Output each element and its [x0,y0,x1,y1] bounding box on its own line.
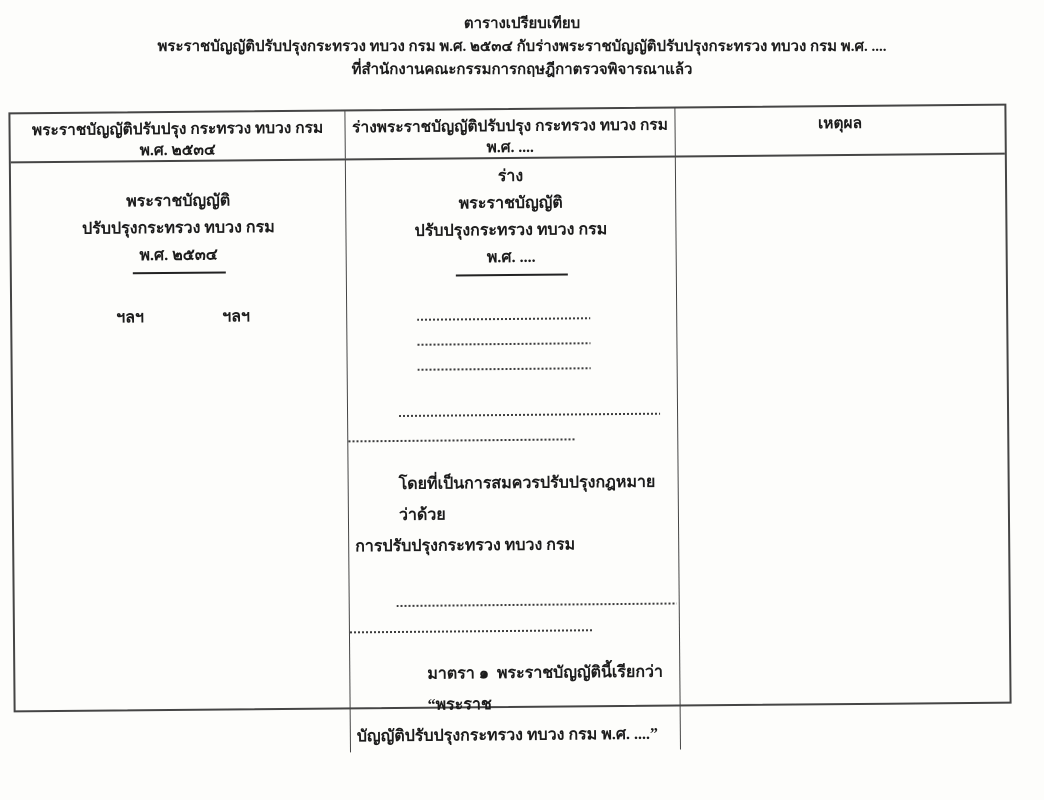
section1-line1: มาตรา ๑ พระราชบัญญัตินี้เรียกว่า “พระราช [427,663,668,714]
cell-act-2534 [11,160,351,755]
dotted-leader-rule [418,367,591,371]
dotted-leader-rule [399,413,660,417]
section1-line2: บัญญัติปรับปรุงกระทรวง ทบวง กรม พ.ศ. ....” [356,725,659,746]
draft-preamble-paragraph [355,467,673,563]
act-heading-line2: ปรับปรุงกระทรวง ทบวง กรม [82,219,275,238]
draft-heading-line1: พระราชบัญญัติ [458,194,563,213]
header-draft-year: พ.ศ. .... [486,138,534,157]
page-subtitle-agency: ที่สำนักงานคณะกรรมการกฤษฎีกาตรวจพิจารณาแล้ว [351,62,693,78]
etcetera-mark-left: ฯลฯ [116,309,145,327]
cell-draft-act [346,158,681,753]
act-heading-line3: พ.ศ. ๒๕๓๔ [139,246,218,265]
preamble-line2: การปรับปรุงกระทรวง ทบวง กรม [355,536,576,556]
draft-heading [352,162,670,273]
act-heading [11,186,346,270]
header-cell-reason [675,106,1004,156]
act-heading-line1: พระราชบัญญัติ [126,192,231,211]
dotted-leader-rule [348,438,575,442]
preamble-line1: โดยที่เป็นการสมควรปรับปรุงกฎหมายว่าด้วย [398,473,656,524]
header-cell-act-2534 [10,111,345,161]
header-act-title: พระราชบัญญัติปรับปรุง กระทรวง ทบวง กรม [31,119,324,140]
header-reason-label: เหตุผล [817,114,863,133]
cell-reason-empty [676,155,1010,750]
header-act-year: พ.ศ. ๒๕๓๔ [139,141,216,160]
dotted-leader-rule [397,603,677,607]
draft-heading-underline-rule [455,273,567,276]
draft-section1-paragraph [356,657,674,753]
comparison-table [8,104,1011,746]
page-title: ตารางเปรียบเทียบ [463,16,581,32]
heading-underline-rule [132,271,225,274]
table-header-row [10,106,1004,164]
draft-heading-line2: ปรับปรุงกระทรวง ทบวง กรม [414,221,608,240]
draft-heading-line3: พ.ศ. .... [486,248,536,267]
etcetera-row [12,302,346,332]
etcetera-mark-right: ฯลฯ [222,308,251,326]
page-subtitle-acts: พระราชบัญญัติปรับปรุงกระทรวง ทบวง กรม พ.ศ. ๒๕๓๔ กับร่างพระราชบัญญัติปรับปรุงกระทรวง ทบวง กรม พ.ศ. .... [157,39,887,55]
dotted-leader-rule [417,342,590,346]
dotted-leader-rule [350,629,593,633]
header-draft-title: ร่างพระราชบัญญัติปรับปรุง กระทรวง ทบวง กรม [352,116,669,137]
header-cell-draft-act [345,109,675,159]
dotted-leader-rule [417,317,590,321]
table-body-row [11,155,1010,756]
draft-heading-line0: ร่าง [497,167,524,186]
